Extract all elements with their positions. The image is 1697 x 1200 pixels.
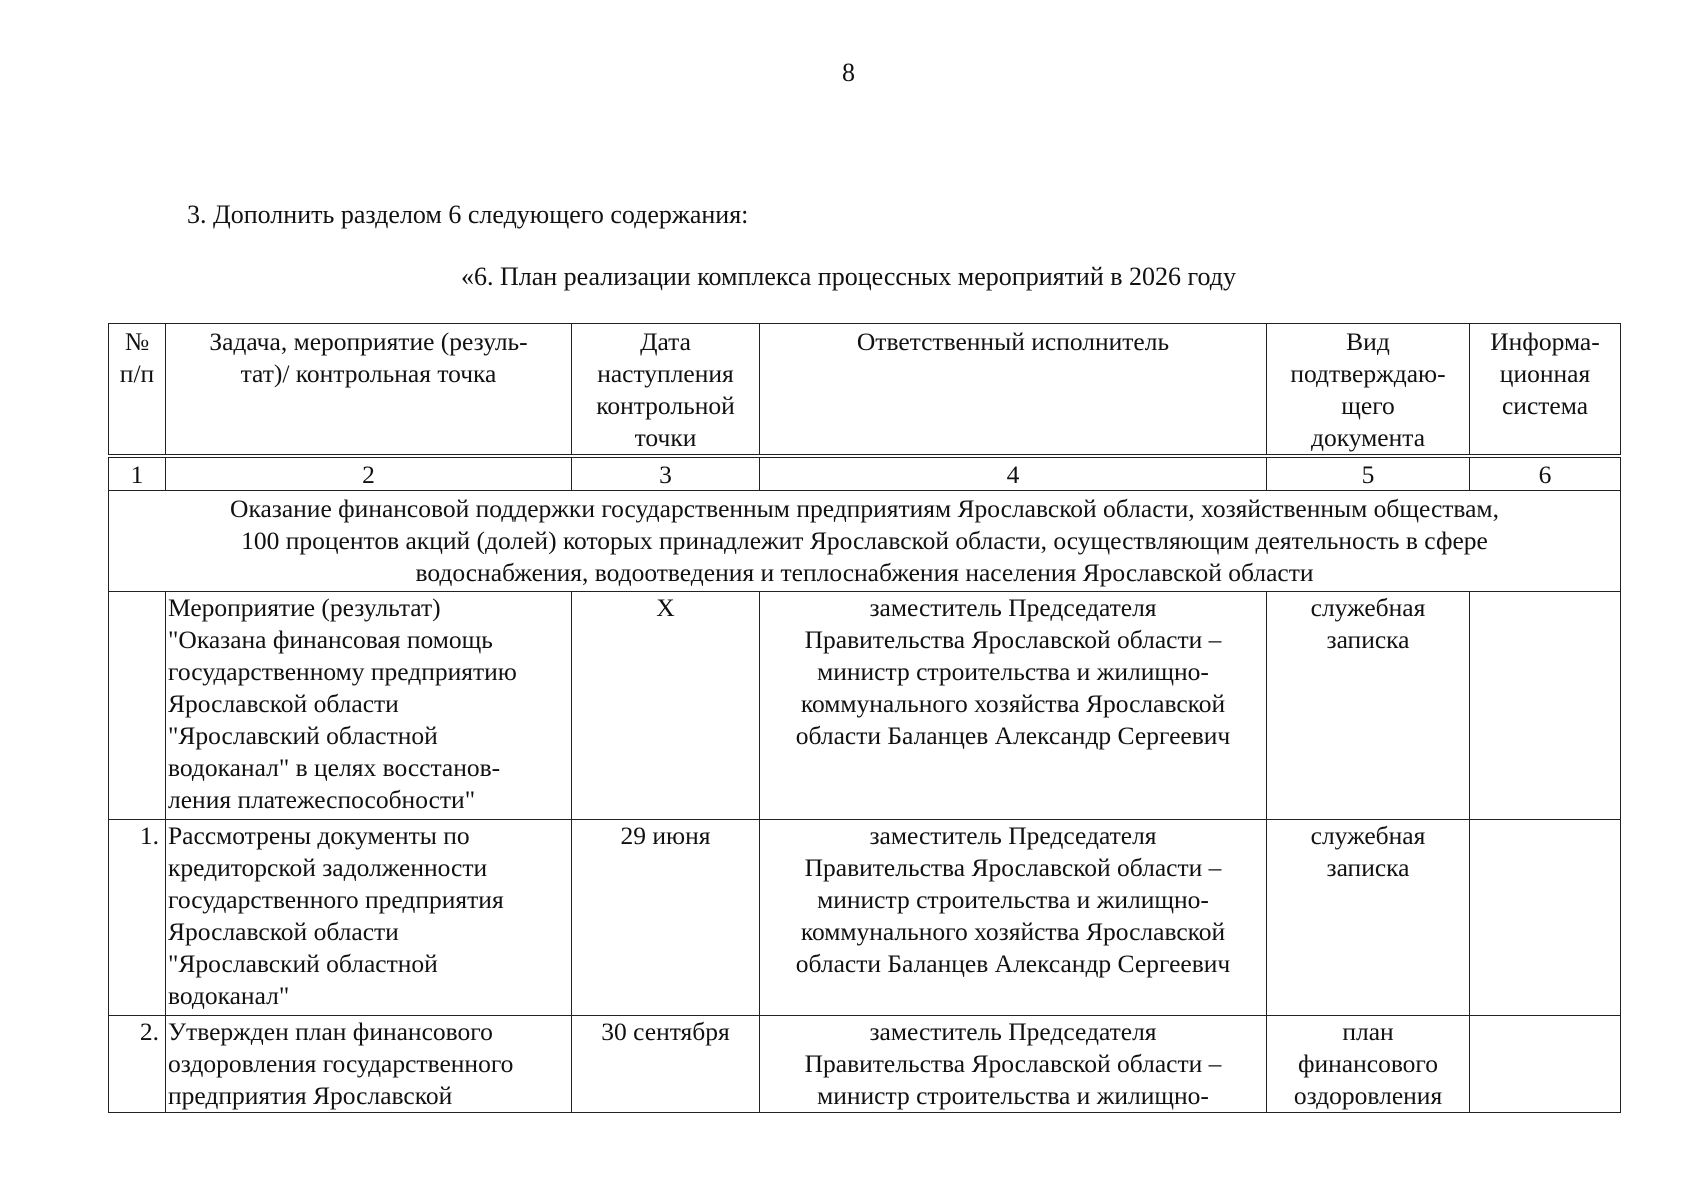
table-row	[109, 1016, 1621, 1113]
header-date: Дата наступления контрольной точки	[572, 324, 760, 457]
group-title-row	[109, 491, 1621, 592]
amendment-intro: 3. Дополнить разделом 6 следующего содержания:	[187, 200, 749, 229]
column-number: 6	[1470, 456, 1621, 491]
table-header-row	[109, 324, 1621, 457]
row-system	[1470, 592, 1621, 820]
column-number-row	[109, 456, 1621, 491]
row-number: 2.	[109, 1016, 166, 1113]
row-document: план финансового оздоровления	[1267, 1016, 1470, 1113]
row-task: Мероприятие (результат) "Оказана финансовая помощь государственному предприятию Ярославской области "Ярославский областной водоканал" в целях восстанов- ления платежеспособности"	[166, 592, 572, 820]
row-executor: заместитель Председателя Правительства Ярославской области – министр строительства и жилищно- коммунального хозяйства Ярославской области Баланцев Александр Сергеевич	[760, 820, 1267, 1016]
table-row	[109, 820, 1621, 1016]
row-system	[1470, 1016, 1621, 1113]
group-title: Оказание финансовой поддержки государственным предприятиям Ярославской области, хозяйственным обществам, 100 процентов акций (долей) которых принадлежит Ярославской области, осуществляющим деятельность в сфере водоснабжения, водоотведения и теплоснабжения населения Ярославской области	[109, 491, 1621, 592]
header-executor: Ответственный исполнитель	[760, 324, 1267, 457]
row-number	[109, 592, 166, 820]
row-date: 30 сентября	[572, 1016, 760, 1113]
row-executor: заместитель Председателя Правительства Ярославской области – министр строительства и жилищно-	[760, 1016, 1267, 1113]
column-number: 1	[109, 456, 166, 491]
column-number: 5	[1267, 456, 1470, 491]
section-title: «6. План реализации комплекса процессных мероприятий в 2026 году	[460, 262, 1237, 291]
row-date: 29 июня	[572, 820, 760, 1016]
column-number: 2	[166, 456, 572, 491]
row-system	[1470, 820, 1621, 1016]
row-executor: заместитель Председателя Правительства Ярославской области – министр строительства и жилищно- коммунального хозяйства Ярославской области Баланцев Александр Сергеевич	[760, 592, 1267, 820]
row-number: 1.	[109, 820, 166, 1016]
row-date: Х	[572, 592, 760, 820]
page-number: 8	[842, 58, 855, 87]
header-number: № п/п	[109, 324, 166, 457]
header-document: Вид подтверждаю- щего документа	[1267, 324, 1470, 457]
row-task: Рассмотрены документы по кредиторской задолженности государственного предприятия Ярославской области "Ярославский областной водоканал"	[166, 820, 572, 1016]
plan-table	[108, 323, 1621, 1113]
row-document: служебная записка	[1267, 592, 1470, 820]
column-number: 3	[572, 456, 760, 491]
column-number: 4	[760, 456, 1267, 491]
header-system: Информа- ционная система	[1470, 324, 1621, 457]
table-row	[109, 592, 1621, 820]
header-task: Задача, мероприятие (резуль- тат)/ контрольная точка	[166, 324, 572, 457]
row-document: служебная записка	[1267, 820, 1470, 1016]
row-task: Утвержден план финансового оздоровления государственного предприятия Ярославской	[166, 1016, 572, 1113]
